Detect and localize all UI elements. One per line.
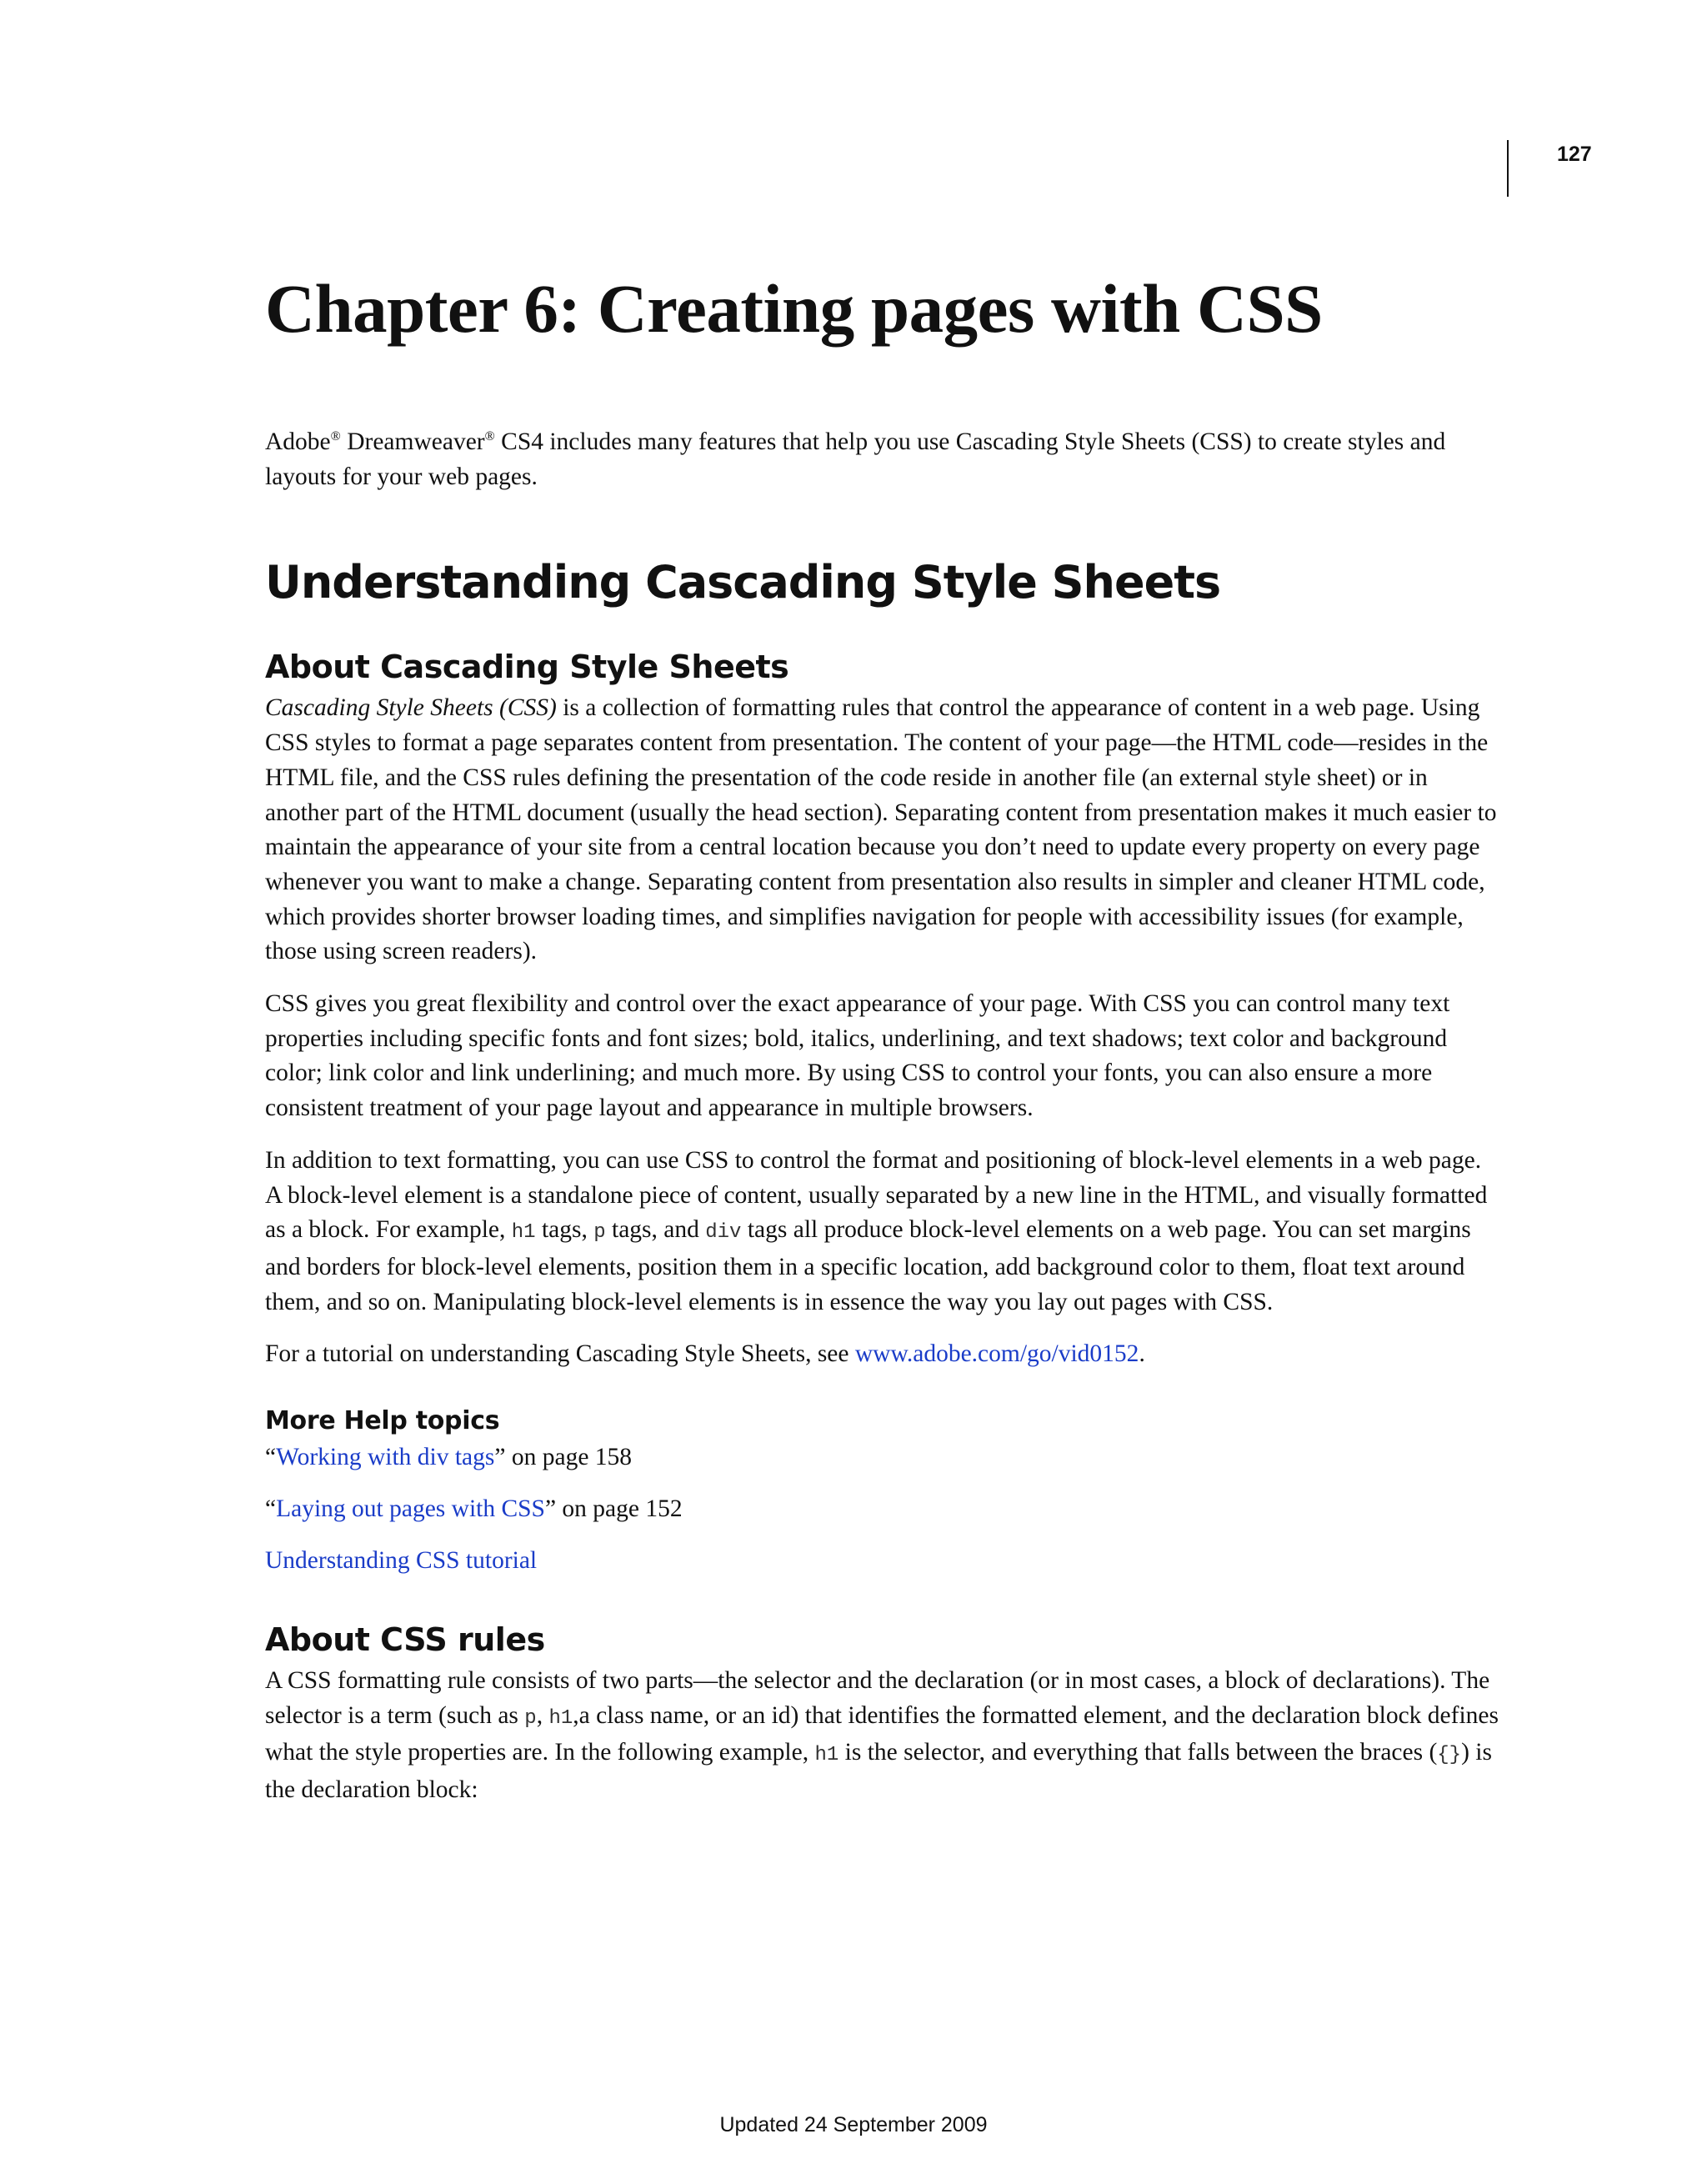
- header-rule: [1507, 140, 1509, 197]
- about-css-paragraph-2: CSS gives you great flexibility and control over the exact appearance of your page. With CSS you can control many text properties including specific fonts and font sizes; bold, italics, underlining, and text shadows; text color and background color; link color and link underlining; and much more. By using CSS to control your fonts, you can also ensure a more consistent treatment of your page layout and appearance in multiple browsers.: [265, 990, 1450, 1122]
- tutorial-link[interactable]: www.adobe.com/go/vid0152: [854, 1340, 1139, 1368]
- page-content: [265, 250, 1499, 1826]
- link-working-with-div-tags[interactable]: Working with div tags: [276, 1444, 495, 1471]
- code-braces: {}: [1437, 1744, 1462, 1767]
- paragraph-text: tags all produce block-level elements on a web page. You can set margins and borders for block-level elements, position them in a specific location, add background color to them, float text around them, and so on. Manipulating block-level elements is in essence the way you lay out pages with CSS.: [265, 1216, 1471, 1315]
- page-reference: ” on page 152: [544, 1495, 683, 1523]
- registered-mark: ®: [484, 429, 495, 444]
- section-title: Understanding Cascading Style Sheets: [265, 556, 1221, 609]
- paragraph-text: is the selector, and everything that falls between the braces (: [838, 1739, 1438, 1766]
- chapter-title: Chapter 6: Creating pages with CSS: [265, 270, 1323, 347]
- code-h1: h1: [511, 1221, 536, 1245]
- about-css-paragraph-4: [265, 1337, 1499, 1372]
- link-understanding-css-tutorial[interactable]: Understanding CSS tutorial: [265, 1547, 538, 1575]
- code-p: p: [593, 1221, 606, 1245]
- intro-text: Dreamweaver: [340, 428, 485, 455]
- intro-paragraph: [265, 425, 1499, 494]
- paragraph-text: ) is the declaration block:: [265, 1739, 1492, 1804]
- code-h1: h1: [548, 1706, 573, 1730]
- registered-mark: ®: [330, 429, 341, 444]
- css-term: Cascading Style Sheets (CSS): [265, 694, 557, 722]
- code-h1: h1: [814, 1744, 839, 1767]
- code-div: div: [705, 1221, 742, 1245]
- help-item-laying-out: [265, 1492, 1499, 1525]
- about-css-paragraph-1: [265, 691, 1499, 969]
- paragraph-text: is a collection of formatting rules that control the appearance of content in a web page. Using CSS styles to format a page separates content from presentation. The content of your page—the HTML code—resides in the HTML file, and the CSS rules defining the presentation of the code reside in another file (an external style sheet) or in another part of the HTML document (usually the head section). Separating content from presentation makes it much easier to maintain the appearance of your site from a central location because you don’t need to update every property on every page whenever you want to make a change. Separating content from presentation also results in simpler and cleaner HTML code, which provides shorter browser loading times, and simplifies navigation for people with accessibility issues (for example, those using screen readers).: [265, 694, 1497, 965]
- about-css-paragraph-3: [265, 1144, 1499, 1320]
- paragraph-text: For a tutorial on understanding Cascading Style Sheets, see: [265, 1340, 855, 1368]
- quote-mark: “: [265, 1495, 277, 1523]
- footer-update-date: Updated 24 September 2009: [719, 2113, 988, 2136]
- help-item-tutorial: [265, 1544, 1499, 1577]
- paragraph-text: A CSS formatting rule consists of two parts—the selector and the declaration (or in most cases, a block of declarations). The selector is a term (such as: [265, 1667, 1490, 1729]
- subsection-title-about-css: About Cascading Style Sheets: [265, 649, 789, 686]
- paragraph-text: .: [1139, 1340, 1145, 1368]
- link-laying-out-pages[interactable]: Laying out pages with CSS: [276, 1495, 545, 1523]
- page-reference: ” on page 158: [494, 1444, 633, 1471]
- paragraph-text: ,a class name, or an id) that identifies the formatted element, and the declaration block defines what the style properties are. In the following example,: [265, 1701, 1499, 1766]
- quote-mark: “: [265, 1444, 277, 1471]
- help-item-div-tags: [265, 1440, 1499, 1474]
- more-help-title: More Help topics: [265, 1406, 500, 1436]
- paragraph-text: tags,: [535, 1216, 594, 1244]
- paragraph-text: tags, and: [605, 1216, 706, 1244]
- paragraph-text: ,: [536, 1701, 549, 1729]
- page-number: 127: [1557, 143, 1592, 166]
- code-p: p: [524, 1706, 537, 1730]
- subsection-title-css-rules: About CSS rules: [265, 1621, 545, 1659]
- paragraph-text: In addition to text formatting, you can use CSS to control the format and positioning of block-level elements in a web page. A block-level element is a standalone piece of content, usually separated by a new line in the HTML, and visually formatted as a block. For example,: [265, 1146, 1488, 1244]
- intro-text: Adobe: [265, 428, 331, 455]
- css-rules-paragraph: [265, 1664, 1499, 1808]
- intro-text: CS4 includes many features that help you use Cascading Style Sheets (CSS) to create styles and layouts for your web pages.: [265, 428, 1446, 490]
